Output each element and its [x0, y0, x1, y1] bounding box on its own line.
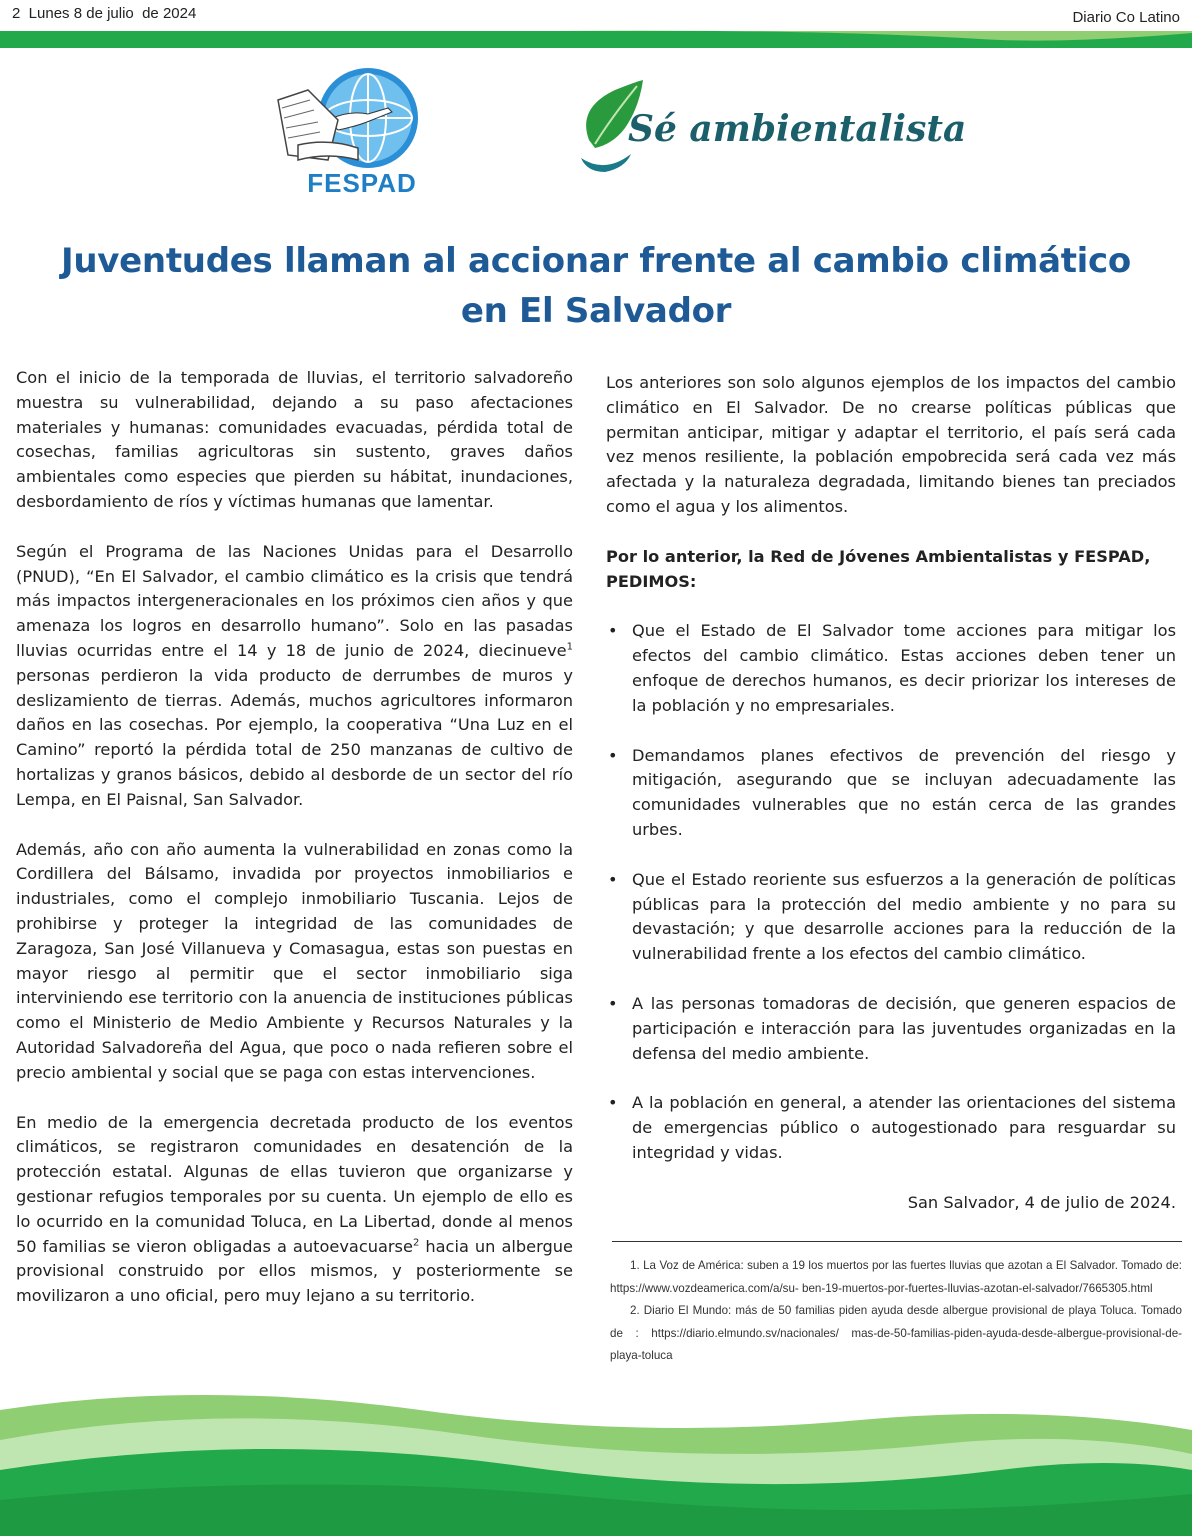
footnote-ref-1: 1 — [566, 641, 573, 653]
article-column-right — [606, 371, 1176, 1241]
page-header — [0, 0, 1192, 30]
page-number-date: 2 Lunes 8 de julio de 2024 — [12, 5, 197, 22]
demand-item: • A la población en general, a atender las orientaciones del sistema de emergencias público o autogestionado para resguardar su integridad y vidas. — [606, 1091, 1176, 1165]
fespad-wordmark: FESPAD — [307, 168, 417, 198]
paragraph-5: Los anteriores son solo algunos ejemplos de los impactos del cambio climático en El Salvador. De no crearse políticas públicas que permitan anticipar, mitigar y adaptar el territorio, el país será cada vez menos resiliente, la población empobrecida será cada vez más afectada y la naturaleza degradada, limitando bienes tan preciados como el agua y los alimentos. — [606, 373, 1176, 516]
publication-name: Diario Co Latino — [1072, 9, 1180, 26]
footnote-1: 1. La Voz de América: suben a 19 los muertos por las fuertes lluvias que azotan a El Salvador. Tomado de: https://www.vozdeamerica.com/a/su- ben-19-muertos-por-fuertes-lluvias-azotan-el-salvador/7665305.html — [610, 1259, 1182, 1295]
demands-lead: Por lo anterior, la Red de Jóvenes Ambientalistas y FESPAD, PEDIMOS: — [606, 546, 1151, 591]
demand-item: • Demandamos planes efectivos de prevención del riesgo y mitigación, asegurando que se incluyan adecuadamente las comunidades vulnerables que no están cerca de las grandes urbes. — [606, 744, 1176, 843]
se-ambientalista-wordmark: Sé ambientalista — [628, 108, 967, 150]
demand-item: • Que el Estado reoriente sus esfuerzos a la generación de políticas públicas para la protección del medio ambiente y no para su devastación; y que desarrolle acciones para la reducción de la vulnerabilidad frente a los efectos del cambio climático. — [606, 868, 1176, 967]
footnote-2: 2. Diario El Mundo: más de 50 familias piden ayuda desde albergue provisional de playa Toluca. Tomado de : https://diario.elmundo.sv/nacionales/ mas-de-50-familias-piden-ayuda-desde-albergue-provisional-de-playa-toluca — [610, 1304, 1182, 1362]
paragraph-4: En medio de la emergencia decretada producto de los eventos climáticos, se registraron comunidades en desatención de la protección estatal. Algunas de ellas tuvieron que organizarse y gestionar refugios temporales por su cuenta. Un ejemplo de ello es lo ocurrido en la comunidad Toluca, en La Libertad, donde al menos 50 familias se vieron obligadas a autoevacuarse$^2$ hacia un albergue provisional construido por ellos mismos, y posteriormente se movilizaron a uno oficial, pero muy lejano a su territorio. — [16, 1112, 574, 1306]
fespad-logo — [268, 60, 448, 200]
paragraph-2: Según el Programa de las Naciones Unidas para el Desarrollo (PNUD), “En El Salvador, el cambio climático es la crisis que tendrá más impactos intergeneracionales en los próximos cien años y que amenaza los logros en desarrollo humano”. Solo en las pasadas lluvias ocurridas entre el 14 y 18 de junio de 2024, diecinueve$^1$ personas perdieron la vida producto de derrumbes de muros y deslizamiento de tierras. Además, muchos agricultores informaron daños en las cosechas. Por ejemplo, la cooperativa “Una Luz en el Camino” reportó la pérdida total de 250 manzanas de cultivo de hortalizas y granos básicos, debido al desborde de un sector del río Lempa, en El Paisnal, San Salvador. — [16, 541, 573, 809]
demand-item: • A las personas tomadoras de decisión, que generen espacios de participación e interacción para las juventudes organizadas en la defensa del medio ambiente. — [606, 992, 1176, 1066]
paragraph-3: Además, año con año aumenta la vulnerabilidad en zonas como la Cordillera del Bálsamo, invadida por proyectos inmobiliarios e industriales, como el complejo inmobiliario Tuscania. Lejos de prohibirse y proteger la integridad de las comunidades de Zaragoza, San José Villanueva y Comasagua, estas son puestas en mayor riesgo al permitir que el sector inmobiliario siga interviniendo ese territorio con la anuencia de instituciones públicas como el Ministerio de Medio Ambiente y Recursos Naturales y la Autoridad Salvadoreña del Agua, que poco o nada refieren sobre el precio ambiental y social que se paga con estas intervenciones. — [16, 839, 573, 1082]
paragraph-1: Con el inicio de la temporada de lluvias, el territorio salvadoreño muestra su vulnerabilidad, dejando a su paso afectaciones materiales y humanas: comunidades evacuadas, pérdida total de cosechas, familias agricultoras sin sustento, graves daños ambientales como especies que pierden su hábitat, inundaciones, desbordamiento de ríos y víctimas humanas que lamentar. — [16, 368, 573, 511]
article-title — [40, 236, 1152, 336]
demand-item: • Que el Estado de El Salvador tome acciones para mitigar los efectos del cambio climático. Estas acciones deben tener un enfoque de derechos humanos, es decir priorizar los intereses de la población y no empresariales. — [606, 619, 1176, 718]
footnote-ref-2: 2 — [412, 1237, 420, 1249]
demands-list — [606, 619, 1176, 1165]
green-header-band — [0, 28, 1192, 50]
signature-place-date: San Salvador, 4 de julio de 2024. — [907, 1192, 1176, 1212]
article-title-line-1: Juventudes llaman al accionar frente al cambio climático — [61, 241, 1131, 281]
article-column-left — [16, 366, 573, 1334]
footnotes — [610, 1255, 1182, 1368]
decorative-bottom-waves — [0, 1370, 1192, 1536]
footnote-divider — [612, 1241, 1182, 1242]
article-title-line-2: en El Salvador — [460, 291, 732, 331]
